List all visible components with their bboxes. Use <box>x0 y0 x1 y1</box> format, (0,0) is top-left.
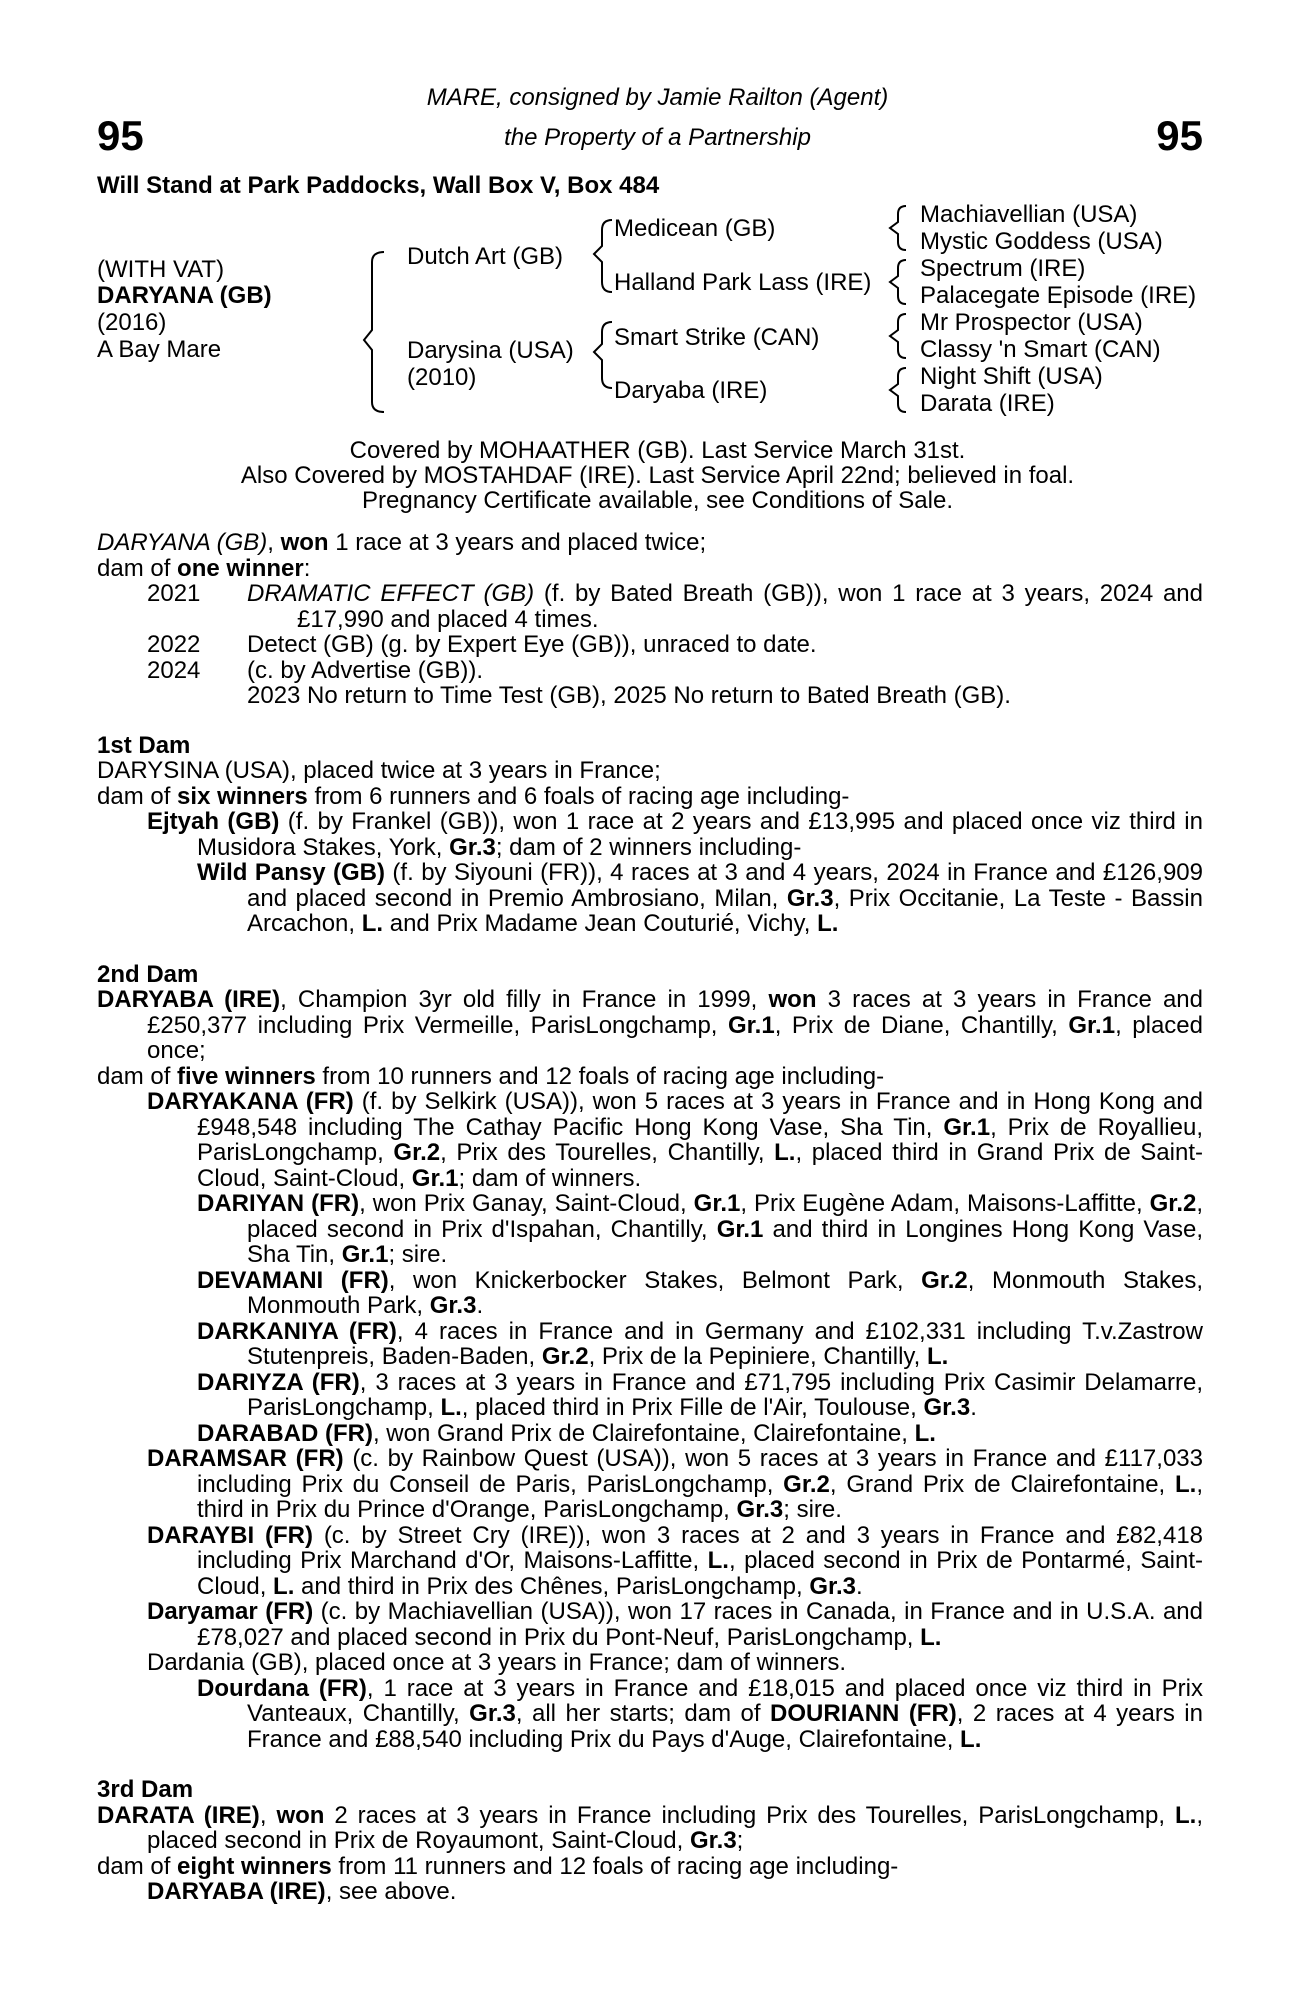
dam-year: (2010) <box>407 364 477 391</box>
lot-number-right: 95 <box>1156 112 1203 159</box>
ancestor-1: Machiavellian (USA) <box>920 201 1138 228</box>
darkaniya-entry: DARKANIYA (FR), 4 races in France and in Germany and £102,331 including T.v.Zastrow Stutenpreis, Baden-Baden, Gr.2, Prix de la Pepiniere, Chantilly, L. <box>197 1317 1203 1370</box>
daramsar-entry: DARAMSAR (FR) (c. by Rainbow Quest (USA)), won 5 races at 3 years in France and £117,033 including Prix du Conseil de Paris, ParisLongchamp, Gr.2, Grand Prix de Clairefontaine, L., third in Prix du Prince d'Orange, ParisLongchamp, Gr.3; sire. <box>147 1445 1203 1523</box>
daryana-record: DARYANA (GB), won 1 race at 3 years and placed twice; <box>97 529 707 556</box>
vat-label: (WITH VAT) <box>97 256 225 283</box>
property-line: the Property of a Partnership <box>504 124 811 151</box>
lot-number-left: 95 <box>97 112 144 159</box>
third-dam-heading: 3rd Dam <box>97 1776 194 1803</box>
dam-dam: Daryaba (IRE) <box>614 377 768 404</box>
ancestor-4: Palacegate Episode (IRE) <box>920 282 1197 309</box>
daryaba-see-above: DARYABA (IRE), see above. <box>147 1878 457 1905</box>
foal-row: 2022 Detect (GB) (g. by Expert Eye (GB)), unraced to date. <box>147 631 817 658</box>
covered-line-3: Pregnancy Certificate available, see Conditions of Sale. <box>362 487 953 514</box>
sire-sire: Medicean (GB) <box>614 215 776 242</box>
darabad-entry: DARABAD (FR), won Grand Prix de Clairefontaine, Clairefontaine, L. <box>197 1419 936 1447</box>
wild-pansy-entry: Wild Pansy (GB) (f. by Siyouni (FR)), 4 races at 3 and 4 years, 2024 in France and £126,909 and placed second in Premio Ambrosiano, Milan, Gr.3, Prix Occitanie, La Teste - Bassin Arcachon, L. and Prix Madame Jean Couturié, Vichy, L. <box>197 859 1203 937</box>
dariyan-entry: DARIYAN (FR), won Prix Ganay, Saint-Cloud, Gr.1, Prix Eugène Adam, Maisons-Laffitte, Gr.2, placed second in Prix d'Ispahan, Chantilly, Gr.1 and third in Longines Hong Kong Vase, Sha Tin, Gr.1; sire. <box>197 1190 1204 1268</box>
dardania-entry: Dardania (GB), placed once at 3 years in France; dam of winners. <box>147 1649 846 1676</box>
consignor-line: MARE, consigned by Jamie Railton (Agent) <box>426 84 889 111</box>
second-dam-dam-of: dam of five winners from 10 runners and 12 foals of racing age including- <box>97 1062 885 1090</box>
daryakana-entry: DARYAKANA (FR) (f. by Selkirk (USA)), won 5 races at 3 years in France and in Hong Kong and £948,548 including The Cathay Pacific Hong Kong Vase, Sha Tin, Gr.1, Prix de Royallieu, ParisLongchamp, Gr.2, Prix des Tourelles, Chantilly, L., placed third in Grand Prix de Saint-Cloud, Saint-Cloud, Gr.1; dam of winners. <box>147 1088 1204 1192</box>
daryamar-entry: Daryamar (FR) (c. by Machiavellian (USA)), won 17 races in Canada, in France and in U.S.A. and £78,027 and placed second in Prix du Pont-Neuf, ParisLongchamp, L. <box>147 1598 1204 1651</box>
daraybi-entry: DARAYBI (FR) (c. by Street Cry (IRE)), won 3 races at 2 and 3 years in France and £82,418 including Prix Marchand d'Or, Maisons-Laffitte, L., placed second in Prix de Pontarmé, Saint-Cloud, L. and third in Prix des Chênes, ParisLongchamp, Gr.3. <box>147 1521 1204 1600</box>
no-return-note: 2023 No return to Time Test (GB), 2025 No return to Bated Breath (GB). <box>247 682 1011 709</box>
daryaba-record: DARYABA (IRE), Champion 3yr old filly in France in 1999, won 3 races at 3 years in France and £250,377 including Prix Vermeille, ParisLongchamp, Gr.1, Prix de Diane, Chantilly, Gr.1, placed once; <box>97 986 1204 1064</box>
stand-line: Will Stand at Park Paddocks, Wall Box V, Box 484 <box>97 172 660 199</box>
catalogue-body <box>97 530 1203 1905</box>
foal-row: 2021 DRAMATIC EFFECT (GB) (f. by Bated Breath (GB)), won 1 race at 3 years, 2024 and £17,990 and placed 4 times. <box>147 580 1204 633</box>
third-dam-dam-of: dam of eight winners from 11 runners and 12 foals of racing age including- <box>97 1852 899 1880</box>
first-dam-heading: 1st Dam <box>97 731 191 759</box>
dariyza-entry: DARIYZA (FR), 3 races at 3 years in France and £71,795 including Prix Casimir Delamarre, ParisLongchamp, L., placed third in Prix Fille de l'Air, Toulouse, Gr.3. <box>197 1368 1204 1421</box>
first-dam-dam-of: dam of six winners from 6 runners and 6 foals of racing age including- <box>97 782 850 810</box>
ancestor-3: Spectrum (IRE) <box>920 255 1086 282</box>
foal-row: 2024 (c. by Advertise (GB)). <box>147 656 484 684</box>
covered-line-2: Also Covered by MOSTAHDAF (IRE). Last Service April 22nd; believed in foal. <box>240 462 1075 489</box>
ejtyah-entry: Ejtyah (GB) (f. by Frankel (GB)), won 1 race at 2 years and £13,995 and placed once viz third in Musidora Stakes, York, Gr.3; dam of 2 winners including- <box>147 808 1203 861</box>
sire-dam: Halland Park Lass (IRE) <box>614 269 872 296</box>
dourdana-entry: Dourdana (FR), 1 race at 3 years in France and £18,015 and placed once viz third in Prix Vanteaux, Chantilly, Gr.3, all her starts; dam of DOURIANN (FR), 2 races at 4 years in France and £88,540 including Prix du Pays d'Auge, Clairefontaine, L. <box>197 1674 1204 1753</box>
second-dam-heading: 2nd Dam <box>97 960 199 988</box>
daryana-dam-of: dam of one winner: <box>97 554 311 582</box>
first-dam-record: DARYSINA (USA), placed twice at 3 years in France; <box>97 757 661 784</box>
horse-name: DARYANA (GB) <box>97 282 272 309</box>
ancestor-2: Mystic Goddess (USA) <box>920 228 1163 255</box>
darata-record: DARATA (IRE), won 2 races at 3 years in France including Prix des Tourelles, ParisLongchamp, L., placed second in Prix de Royaumont, Saint-Cloud, Gr.3; <box>97 1801 1204 1854</box>
covered-line-1: Covered by MOHAATHER (GB). Last Service March 31st. <box>349 437 966 464</box>
dam-sire: Smart Strike (CAN) <box>614 324 820 351</box>
horse-description: A Bay Mare <box>97 336 222 363</box>
sire: Dutch Art (GB) <box>407 243 564 270</box>
horse-year: (2016) <box>97 309 167 336</box>
dam: Darysina (USA) <box>407 337 574 364</box>
ancestor-7: Night Shift (USA) <box>920 363 1103 390</box>
ancestor-8: Darata (IRE) <box>920 390 1055 417</box>
ancestor-5: Mr Prospector (USA) <box>920 309 1143 336</box>
ancestor-6: Classy 'n Smart (CAN) <box>920 336 1161 363</box>
devamani-entry: DEVAMANI (FR), won Knickerbocker Stakes, Belmont Park, Gr.2, Monmouth Stakes, Monmouth Park, Gr.3. <box>197 1266 1204 1319</box>
